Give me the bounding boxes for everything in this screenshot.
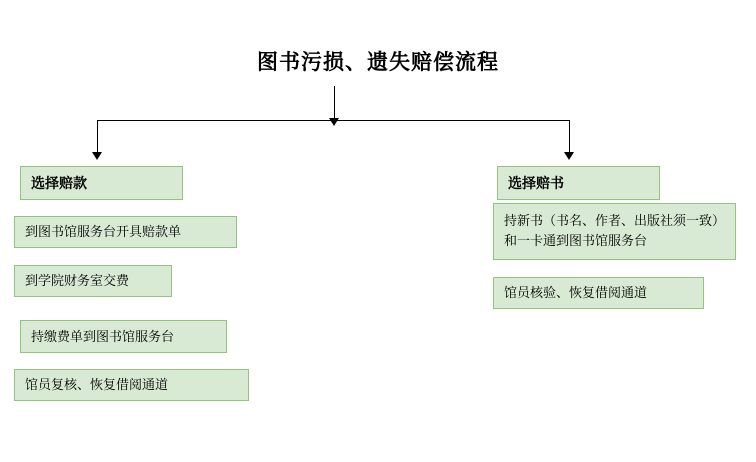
branch-left-step-1-label: 到图书馆服务台开具赔款单: [25, 224, 182, 239]
branch-left-step-1[interactable]: [14, 216, 237, 248]
branch-left-step-3[interactable]: [20, 320, 227, 353]
connector-right-arrow: [564, 152, 574, 160]
connector-title-stem: [334, 86, 335, 120]
branch-left-step-2[interactable]: [14, 265, 172, 297]
branch-left-header-label: 选择赔款: [31, 175, 87, 191]
branch-left-header[interactable]: [20, 166, 183, 200]
branch-right-step-1[interactable]: [493, 203, 736, 260]
branch-right-step-2-label: 馆员核验、恢复借阅通道: [504, 285, 648, 300]
branch-left-step-4[interactable]: [14, 369, 249, 401]
connector-left-arrow: [92, 152, 102, 160]
page-title: 图书污损、遗失赔偿流程: [257, 51, 499, 74]
connector-horizontal-bar: [97, 120, 569, 121]
branch-right-step-2[interactable]: [493, 277, 704, 309]
branch-right-header-label: 选择赔书: [508, 175, 564, 191]
branch-left-step-3-label: 持缴费单到图书馆服务台: [31, 328, 175, 344]
branch-left-step-4-label: 馆员复核、恢复借阅通道: [25, 377, 169, 392]
branch-right-step-1-label: 持新书（书名、作者、出版社须一致）和一卡通到图书馆服务台: [504, 213, 726, 248]
branch-right-header[interactable]: [497, 166, 660, 200]
branch-left-step-2-label: 到学院财务室交费: [25, 273, 130, 288]
